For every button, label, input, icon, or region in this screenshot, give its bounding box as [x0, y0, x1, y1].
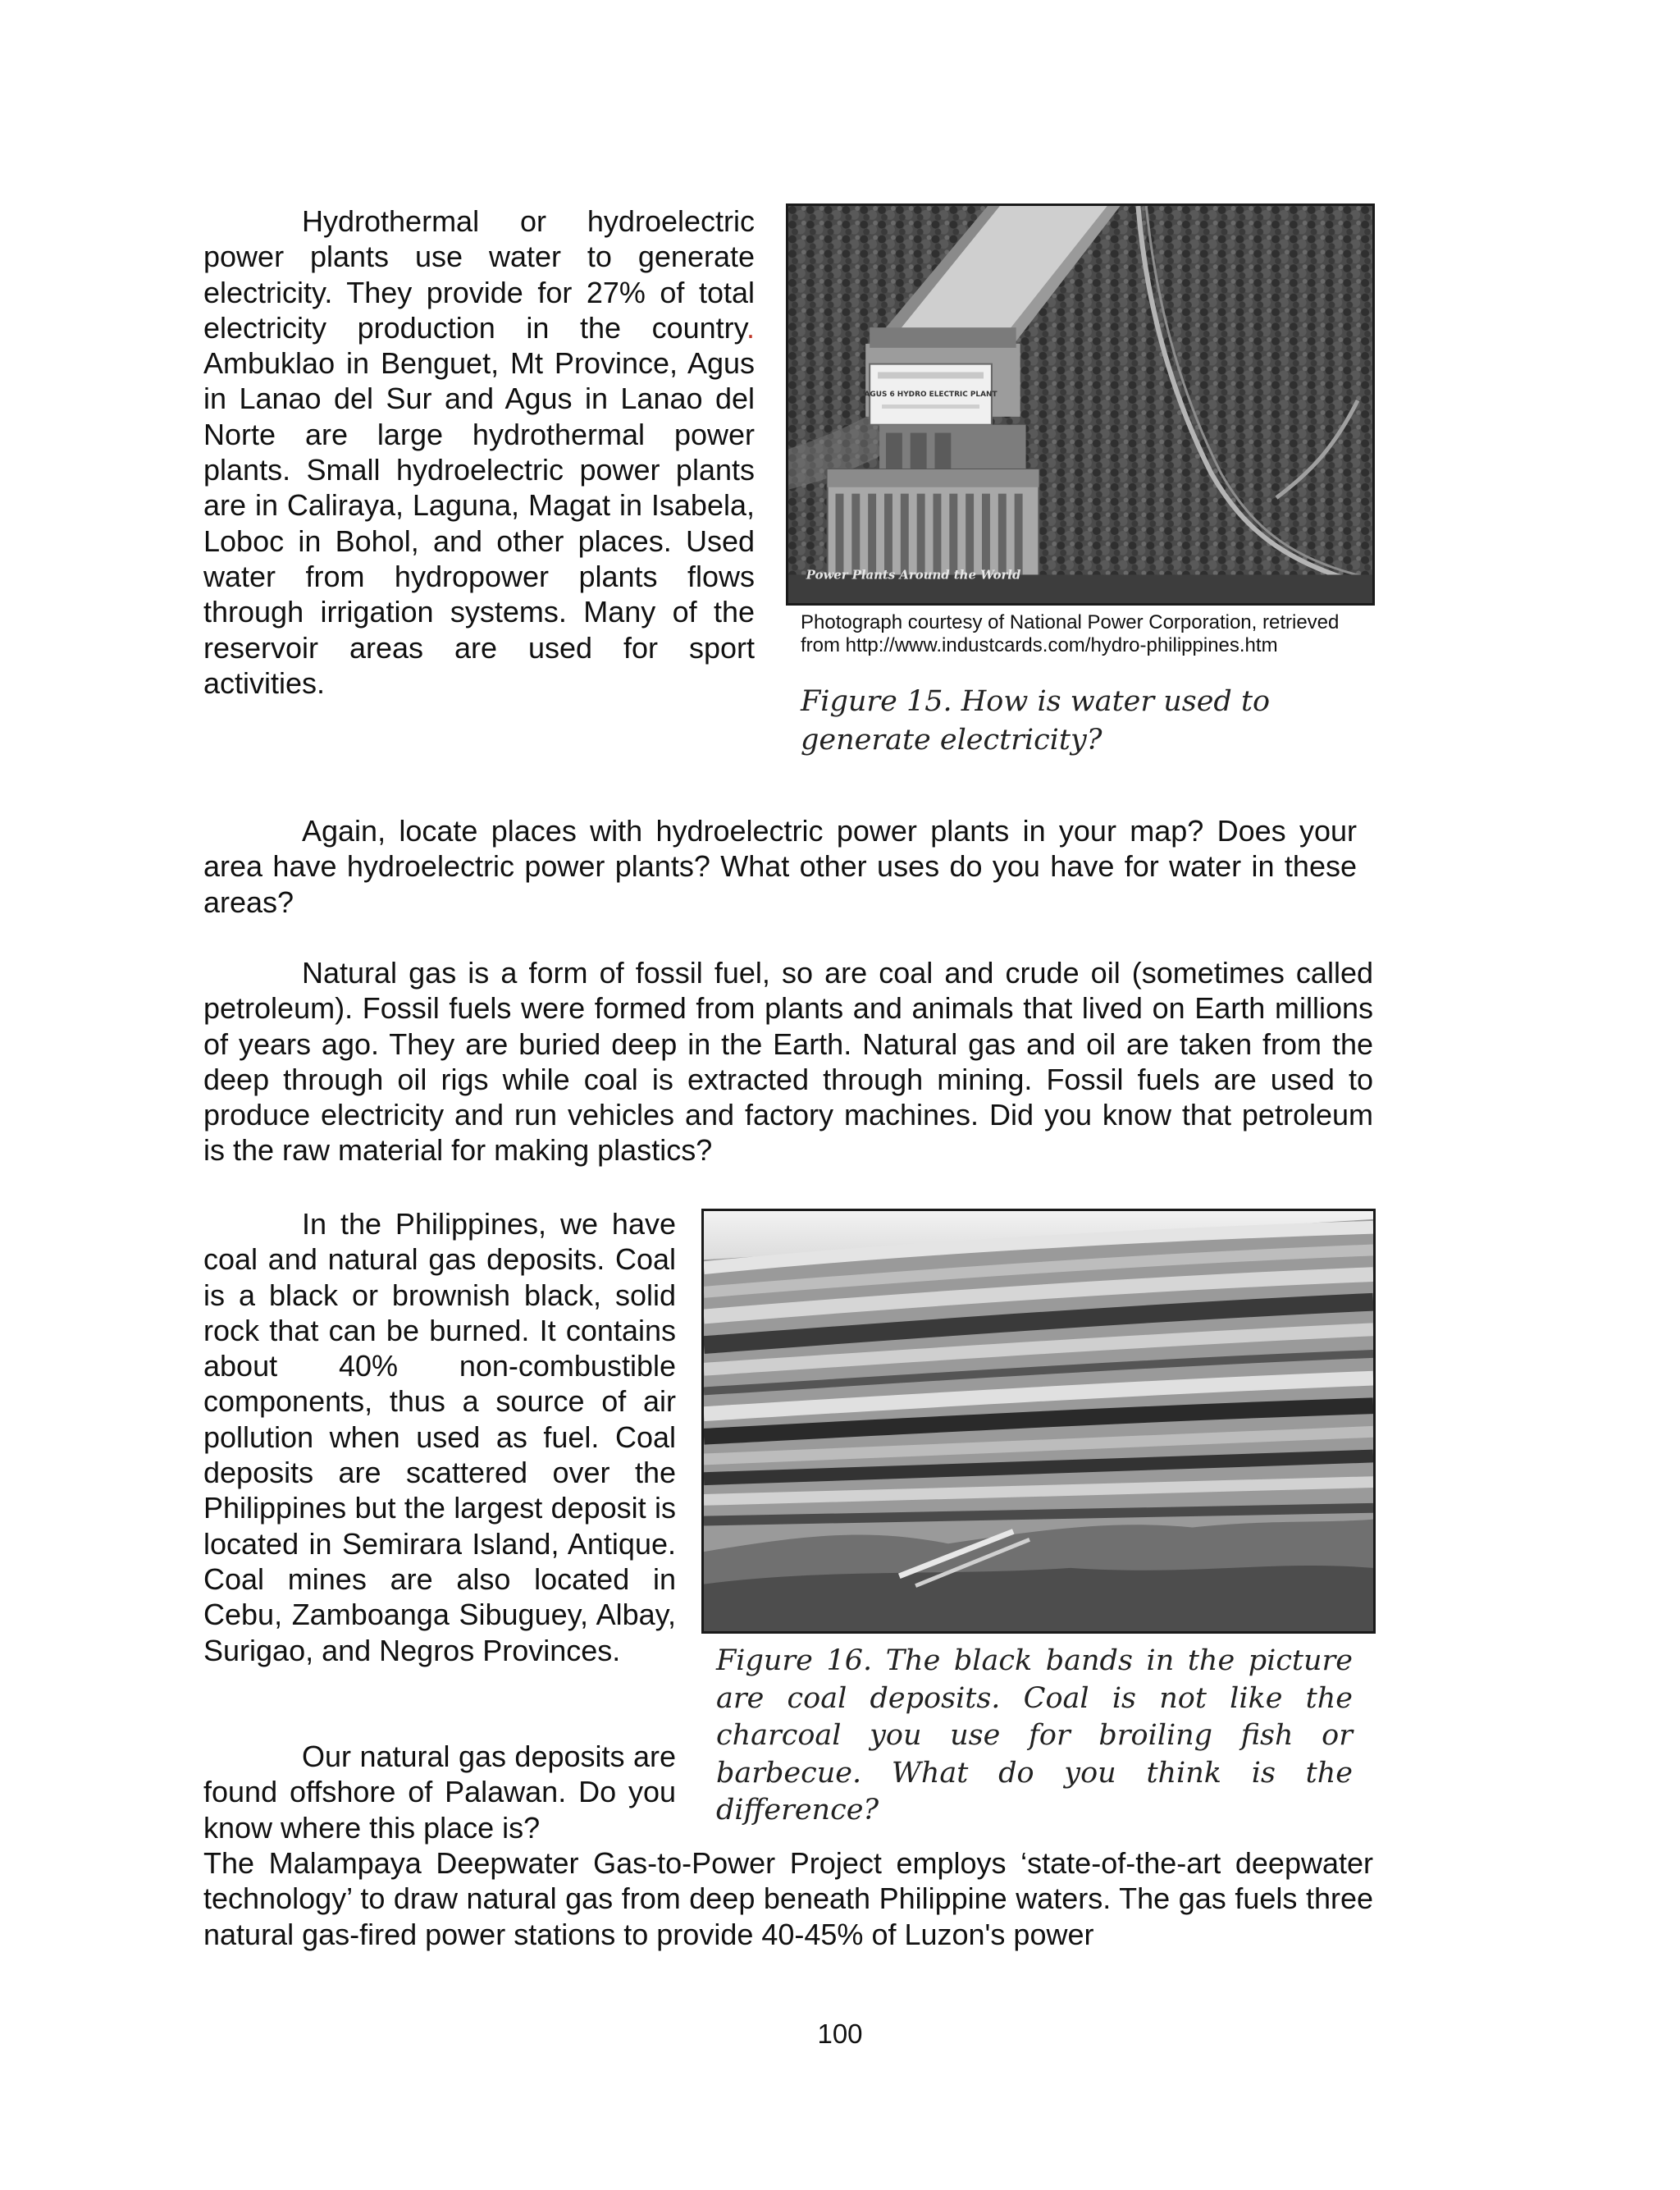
hydro-text-b: Ambuklao in Benguet, Mt Province, Agus in Lanao del Sur and Agus in Lanao del Norte are large hydrothermal power plants. Small hydroelectric power plants are in Caliraya, Laguna, Magat in Isabela, Loboc in Bohol, and other places. Used water from hydropower plants flows through irrigation systems. Many of the reservoir areas are used for sport activities.	[203, 346, 755, 700]
page-number: 100	[817, 2019, 863, 2049]
hydro-red-period: .	[746, 310, 755, 345]
figure-15-credit: Photograph courtesy of National Power Corporation, retrieved from http://www.industcards.com/hydro-philippines.htm	[801, 611, 1340, 656]
malampaya-paragraph: The Malampaya Deepwater Gas-to-Power Project employs ‘state-of-the-art deepwater technology’ to draw natural gas from deep beneath Philippine waters. The gas fuels three natural gas-fired power stations to provide 40-45% of Luzon's power	[203, 1846, 1373, 1951]
again-paragraph: Again, locate places with hydroelectric power plants in your map? Does your area have hydroelectric power plants? What other uses do you have for water in these areas?	[203, 814, 1357, 919]
hydro-paragraph	[203, 203, 755, 701]
plant-sign-text: AGUS 6 HYDRO ELECTRIC PLANT	[864, 391, 998, 400]
figure-16-coal-deposit-photo	[701, 1209, 1376, 1634]
hydro-plant-illustration	[788, 206, 1372, 603]
figure-16-caption: Figure 16. The black bands in the picture are coal deposits. Coal is not like the charcoal you use for broiling fish or barbecue. What do you think is the difference?	[716, 1644, 1353, 1827]
hydro-text-a: Hydrothermal or hydroelectric power plants use water to generate electricity. They provide for 27% of total electricity production in the country	[203, 204, 755, 345]
coal-seam-illustration	[704, 1211, 1373, 1631]
figure-15-caption-line-1: Figure 15. How is water used to	[801, 685, 1271, 718]
photo-watermark: Power Plants Around the World	[806, 568, 1021, 583]
natural-gas-paragraph: Natural gas is a form of fossil fuel, so are coal and crude oil (sometimes called petroleum). Fossil fuels were formed from plants and animals that lived on Earth millions of years ago. They are buried deep in the Earth. Natural gas and oil are taken from the deep through oil rigs while coal is extracted through mining. Fossil fuels are used to produce electricity and run vehicles and factory machines. Did you know that petroleum is the raw material for making plastics?	[203, 956, 1373, 1168]
figure-15-caption-line-2: generate electricity?	[801, 724, 1102, 757]
figure-15-caption	[801, 683, 1375, 760]
coal-paragraph: In the Philippines, we have coal and natural gas deposits. Coal is a black or brownish black, solid rock that can be burned. It contains about 40% non-combustible components, thus a source of air pollution when used as fuel. Coal deposits are scattered over the Philippines but the largest deposit is located in Semirara Island, Antique. Coal mines are also located in Cebu, Zamboanga Sibuguey, Albay, Surigao, and Negros Provinces.	[203, 1207, 676, 1667]
gas-deposits-paragraph: Our natural gas deposits are found offshore of Palawan. Do you know where this place is?	[203, 1740, 676, 1845]
figure-15-hydro-plant-photo	[786, 203, 1375, 606]
